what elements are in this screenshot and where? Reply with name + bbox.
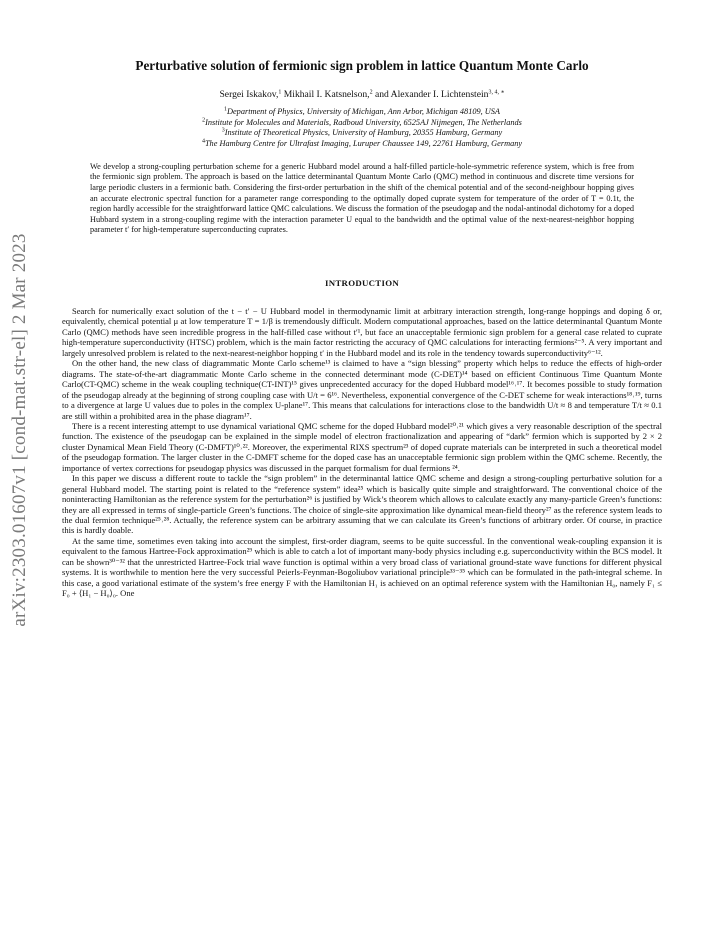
body-paragraph: At the same time, sometimes even taking into account the simplest, first-order diagram, seems to be quite successful. In the conventional weak-coupling expansion it is equivalent to the famous Hartree-Fock approximation²⁹ which is able to catch a lot of important many-body physics including e.g. superconductivity within the BCS model. It can be shown³⁰⁻³² that the unrestricted Hartree-Fock trial wave function is optimal within a very broad class of variational ground-state wave functions for different physical systems. It is worthwhile to mention here the very successful Peierls-Feynman-Bogoliubov variational principle³³⁻³⁵ which can be formulated in the path-integral scheme. In this case, a good variational estimate of the system’s free energy F with the Hamiltonian H₁ is achieved on an optimal reference system with the Hamiltonian H₀, namely F₁ ≤ F₀ + ⟨H₁ − H₀⟩₀. One	[62, 535, 662, 599]
author-affiliation-mark: 3, 4, ∗	[488, 89, 505, 96]
affiliation-mark: 4	[201, 138, 205, 145]
affiliation-text: The Hamburg Centre for Ultrafast Imaging, Luruper Chaussee 149, 22761 Hamburg, Germany	[204, 139, 523, 149]
affiliation-text: Department of Physics, University of Michigan, Ann Arbor, Michigan 48109, USA	[227, 107, 500, 116]
section-body	[62, 306, 662, 599]
affiliation-mark: 1	[224, 106, 227, 113]
affiliation-line	[62, 139, 662, 150]
affiliation-line	[62, 107, 662, 118]
paper-title: Perturbative solution of fermionic sign problem in lattice Quantum Monte Carlo	[135, 58, 589, 73]
affiliation-mark: 3	[221, 127, 225, 134]
affiliation-text: Institute for Molecules and Materials, Radboud University, 6525AJ Nijmegen, The Netherlands	[205, 117, 522, 127]
body-paragraph: In this paper we discuss a different route to tackle the “sign problem” in the determinantal lattice QMC scheme and design a strong-coupling perturbative solution for a general Hubbard model. The starting point is related to the “reference system” idea²⁵ which is basically quite simple and straightforward. The conventional choice of the noninteracting Hamiltonian as the reference system for the perturbation²⁶ is justified by Wick’s theorem which allows to calculate exactly any many-particle Green’s functions: they are all expressed in terms of single-particle Green’s functions. The choice of single-site approximation like dynamical mean-field theory²⁷ as the reference system leads to the dual fermion technique²⁵˒²⁸. Actually, the reference system can be arbitrary assuming that we can calculate its Green’s functions of arbitrary order. Of course, in practice this is hardly doable.	[62, 473, 662, 536]
arxiv-identifier-text: arXiv:2303.01607v1 [cond-mat.str-el] 2 Mar 2023	[9, 233, 30, 627]
author-affiliation-mark: 1	[278, 89, 282, 96]
author-list	[62, 89, 662, 101]
body-paragraph: There is a recent interesting attempt to use dynamical variational QMC scheme for the doped Hubbard model²⁰˒²¹ which gives a very reasonable description of the spectral function. The existence of the pseudogap can be explained in the simple model of electron fractionalization and appearing of “dark” fermion which is supported by 2 × 2 cluster Dynamical Mean Field Theory (C-DMFT)¹⁰˒²². Moreover, the experimental RIXS spectrum²³ of doped cuprate materials can be interpreted in such a theoretical model of the pseudogap formation. The larger cluster in the C-DMFT scheme for the doped case has an unacceptable fermionic sign problem within the QMC scheme. Recently, the importance of vertex corrections for pseudogap physics was discussed in the parquet formalism for dual fermions ²⁴.	[62, 420, 662, 473]
abstract: We develop a strong-coupling perturbation scheme for a generic Hubbard model around a half-filled particle-hole-symmetric reference system, which is free from the fermionic sign problem. The approach is based on the lattice determinantal Quantum Monte Carlo (QMC) method in continuous and discrete time versions for large periodic clusters in a fermionic bath. Considering the first-order perturbation in the shift of the chemical potential and of the second-neighbour hopping gives an accurate electronic spectral function for a parameter range corresponding to the optimally doped cuprate system for temperature of the order of T = 0.1t, the region hardly accessible for the straightforward lattice QMC calculations. We discuss the formation of the pseudogap and the nodal-antinodal dichotomy for a doped Hubbard system in a strong-coupling regime with the interaction parameter U equal to the bandwidth and the optimal value of the next-nearest-neighbor hopping parameter t′ for high-temperature superconducting cuprates.	[90, 161, 634, 235]
affiliation-text: Institute of Theoretical Physics, University of Hamburg, 20355 Hamburg, Germany	[224, 128, 503, 138]
section-heading-introduction: INTRODUCTION	[325, 277, 399, 288]
author-name: Sergei Iskakov,	[219, 89, 279, 100]
affiliation-line	[62, 118, 662, 129]
affiliation-list	[62, 107, 662, 150]
affiliation-mark: 2	[202, 117, 206, 124]
paper-page	[62, 58, 662, 599]
arxiv-identifier-stamp	[0, 210, 40, 650]
body-paragraph: Search for numerically exact solution of the t − t′ − U Hubbard model in thermodynamic limit at arbitrary interaction strength, long-range hoppings and doping δ or, equivalently, chemical potential μ at low temperature T = 1/β is tremendously difficult. Modern computational approaches, based on the lattice determinantal Quantum Monte Carlo (QMC) methods have seen incredible progress in the half-filled case without t′¹, but face an unacceptable fermionic sign problem for a general case related to cuprate high-temperature superconductivity (HTSC) problem, which is the main factor restricting the accuracy of QMC calculations for interacting fermions²⁻⁵. A very important and largely unresolved problem is related to the next-nearest-neighbor hopping t′ in the Hubbard model and its role in the tendency towards superconductivity⁶⁻¹².	[62, 305, 662, 358]
author-name: Mikhail I. Katsnelson,	[281, 89, 370, 100]
affiliation-line	[62, 128, 662, 139]
body-paragraph: On the other hand, the new class of diagrammatic Monte Carlo scheme¹³ is claimed to have a “sign blessing” property which helps to reduce the effects of high-order diagrams. The state-of-the-art diagrammatic Monte Carlo scheme in the connected determinant mode (C-DET)¹⁴ based on efficient Continuous Time Quantum Monte Carlo(CT-QMC) scheme in the weak coupling technique(CT-INT)¹⁵ gives unprecedented accuracy for the doped Hubbard model¹⁶˒¹⁷. It becomes possible to study formation of the pseudogap already at the beginning of strong coupling case with U/t = 6¹⁶. Nevertheless, exponential convergence of the C-DET scheme for weak interactions¹⁸˒¹⁹, turns to a divergence at large U values due to poles in the complex U-plane¹⁷. This means that calculations for interactions close to the bandwidth U/t ≈ 8 and temperature T/t ≈ 0.1 are still within a prohibited area in the phase diagram¹⁷.	[62, 358, 662, 421]
author-affiliation-mark: 2	[369, 89, 373, 96]
author-name: and Alexander I. Lichtenstein	[372, 89, 489, 100]
